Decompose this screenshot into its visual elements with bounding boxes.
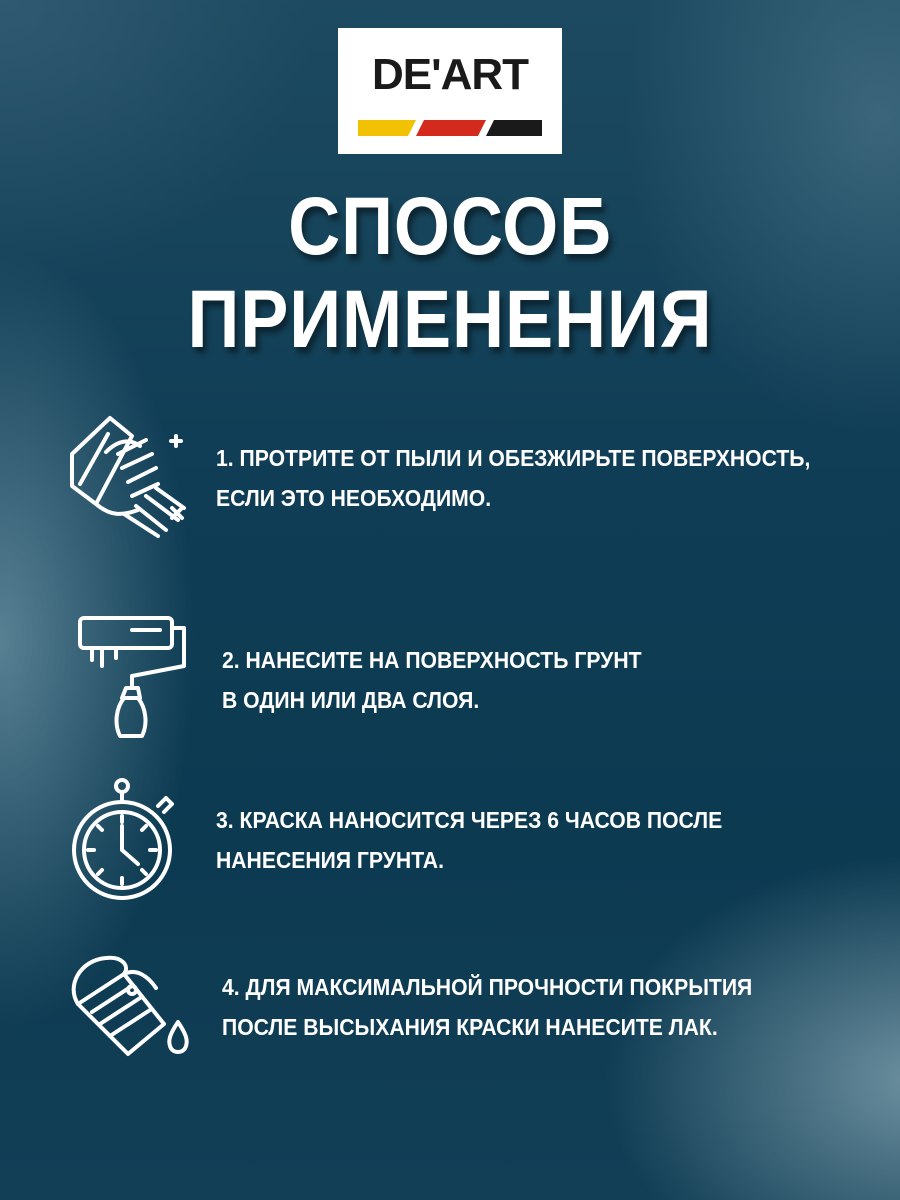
step-1-line-1: 1. ПРОТРИТЕ ОТ ПЫЛИ И ОБЕЗЖИРЬТЕ ПОВЕРХНОСТЬ,	[216, 445, 811, 471]
step-3-line-1: 3. КРАСКА НАНОСИТСЯ ЧЕРЕЗ 6 ЧАСОВ ПОСЛЕ	[216, 807, 723, 833]
logo-wordmark: DE'ART	[371, 50, 528, 99]
step-2-text	[222, 640, 642, 720]
step-3-text	[216, 800, 722, 880]
paint-roller-icon	[76, 612, 196, 744]
stopwatch-icon	[70, 776, 182, 902]
step-2-line-1: 2. НАНЕСИТЕ НА ПОВЕРХНОСТЬ ГРУНТ	[222, 647, 642, 673]
step-3-line-2: НАНЕСЕНИЯ ГРУНТА.	[216, 847, 444, 873]
step-4-line-1: 4. ДЛЯ МАКСИМАЛЬНОЙ ПРОЧНОСТИ ПОКРЫТИЯ	[222, 974, 753, 1000]
step-4-line-2: ПОСЛЕ ВЫСЫХАНИЯ КРАСКИ НАНЕСИТЕ ЛАК.	[222, 1014, 718, 1040]
page-title-line-1: СПОСОБ	[288, 181, 612, 272]
step-1-line-2: ЕСЛИ ЭТО НЕОБХОДИМО.	[216, 485, 492, 511]
brand-logo	[338, 28, 562, 154]
logo-flag-stripes	[358, 116, 542, 136]
hand-wiping-cloth-icon	[66, 412, 196, 542]
paint-bucket-icon	[70, 952, 194, 1064]
step-4-text	[222, 967, 752, 1047]
step-2-line-2: В ОДИН ИЛИ ДВА СЛОЯ.	[222, 687, 480, 713]
page-title-line-2: ПРИМЕНЕНИЯ	[187, 274, 713, 365]
step-1-text	[216, 438, 810, 518]
